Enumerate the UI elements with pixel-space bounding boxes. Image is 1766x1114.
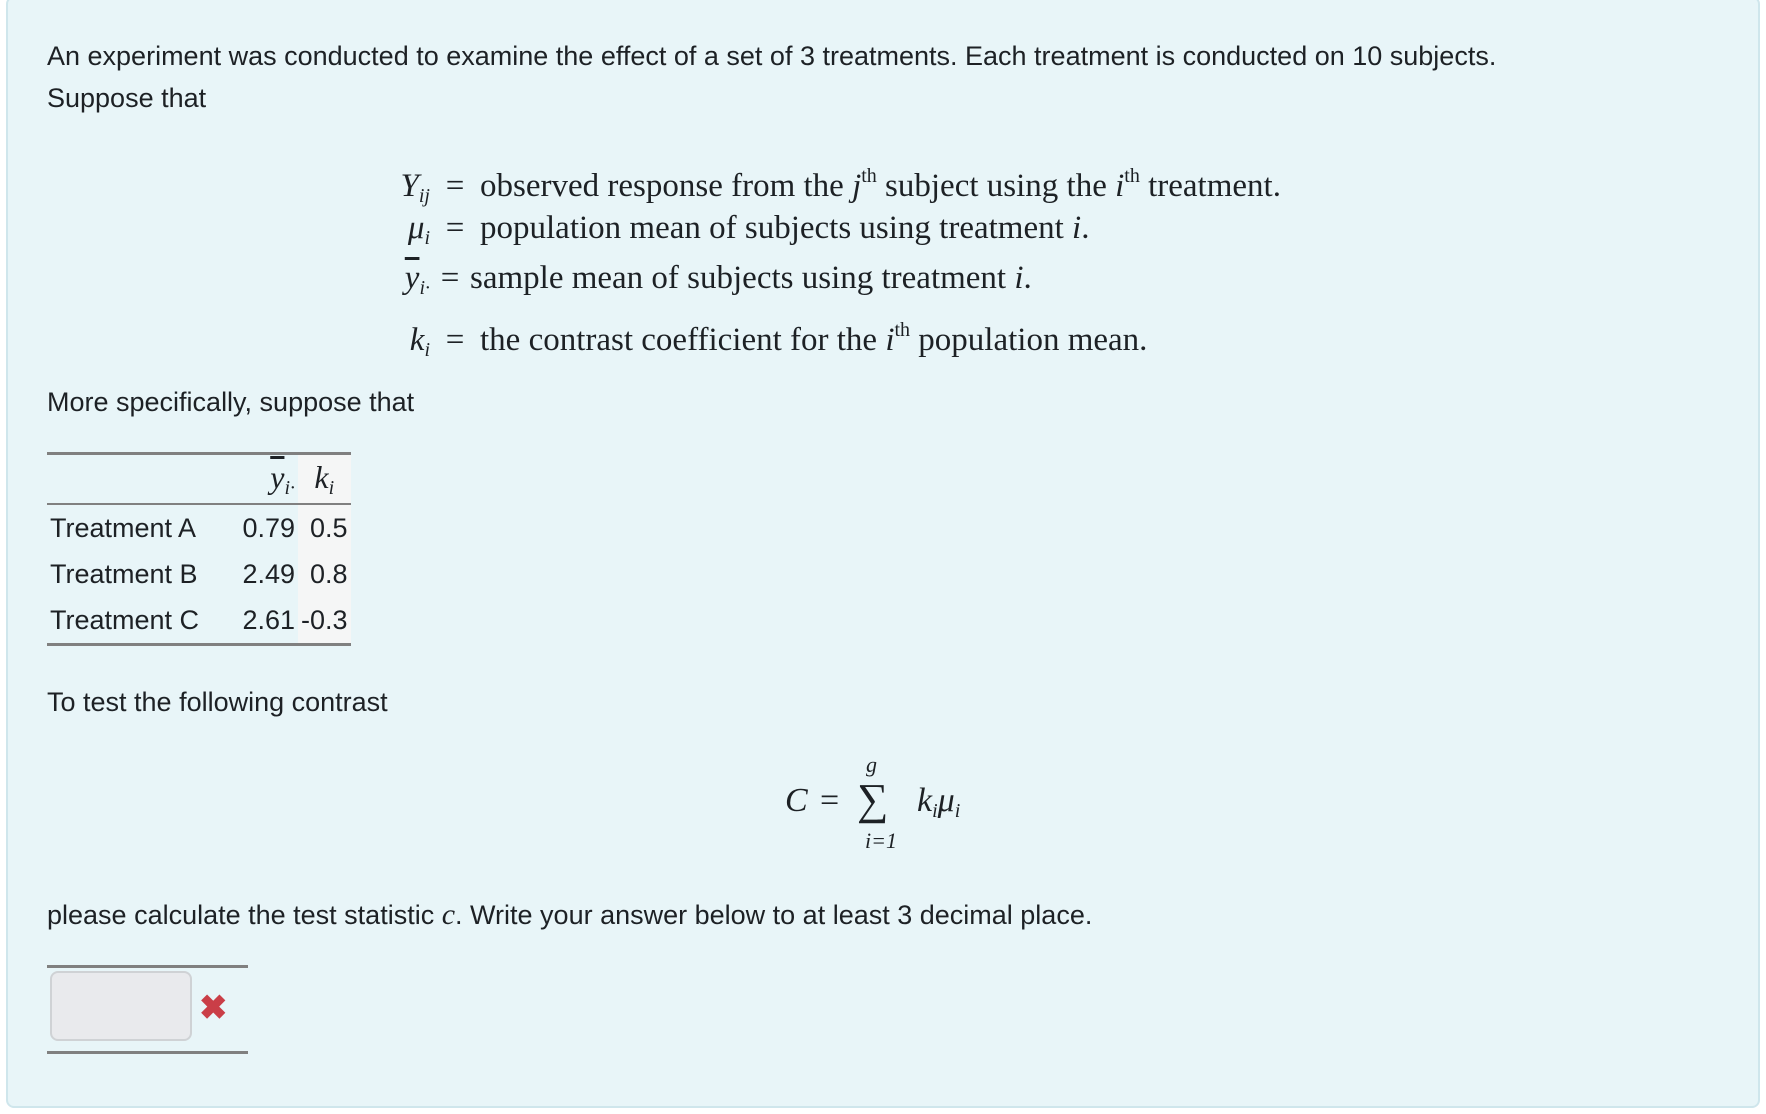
question-text: please calculate the test statistic c. Write your answer below to at least 3 decimal place.	[47, 898, 1093, 931]
row-k: -0.3	[298, 597, 351, 645]
row-label-and-ybar: Treatment C 2.61	[50, 604, 295, 635]
row-label-and-ybar: Treatment A 0.79	[50, 512, 295, 543]
more-specifically-text: More specifically, suppose that	[47, 387, 415, 417]
contrast-intro-text: To test the following contrast	[47, 687, 388, 717]
definition-ybar-i: $\overline{y}_{i\cdot}$ = sample mean of subjects using treatment i.	[404, 260, 1032, 299]
header-k: $k_i$	[298, 454, 351, 505]
definition-mu-i: $\mu_i$ = population mean of subjects using treatment i.	[407, 210, 1090, 249]
table-row	[47, 597, 351, 645]
answer-bottom-rule	[47, 1051, 248, 1054]
treatment-table	[47, 452, 351, 646]
answer-top-rule	[47, 965, 248, 968]
answer-input[interactable]	[50, 971, 192, 1041]
table-row	[47, 504, 351, 551]
table-header-row	[47, 454, 351, 505]
row-label-and-ybar: Treatment B 2.49	[50, 558, 295, 589]
intro-line-1: An experiment was conducted to examine the effect of a set of 3 treatments. Each treatment is conducted on 10 subjects.	[47, 41, 1497, 71]
table-row	[47, 551, 351, 597]
definition-k-i: $k_i$ = the contrast coefficient for the $i^{th}$ population mean.	[409, 319, 1148, 361]
incorrect-x-icon: ✖	[199, 989, 228, 1027]
definition-y-ij: $Y_{ij}$ = observed response from the $j^{th}$ subject using the $i^{th}$ treatment.	[400, 165, 1281, 207]
intro-line-2: Suppose that	[47, 83, 207, 113]
row-k: 0.8	[298, 551, 351, 597]
row-k: 0.5	[298, 504, 351, 551]
header-ybar: $\overline{y}_{i\cdot}$	[47, 454, 298, 505]
